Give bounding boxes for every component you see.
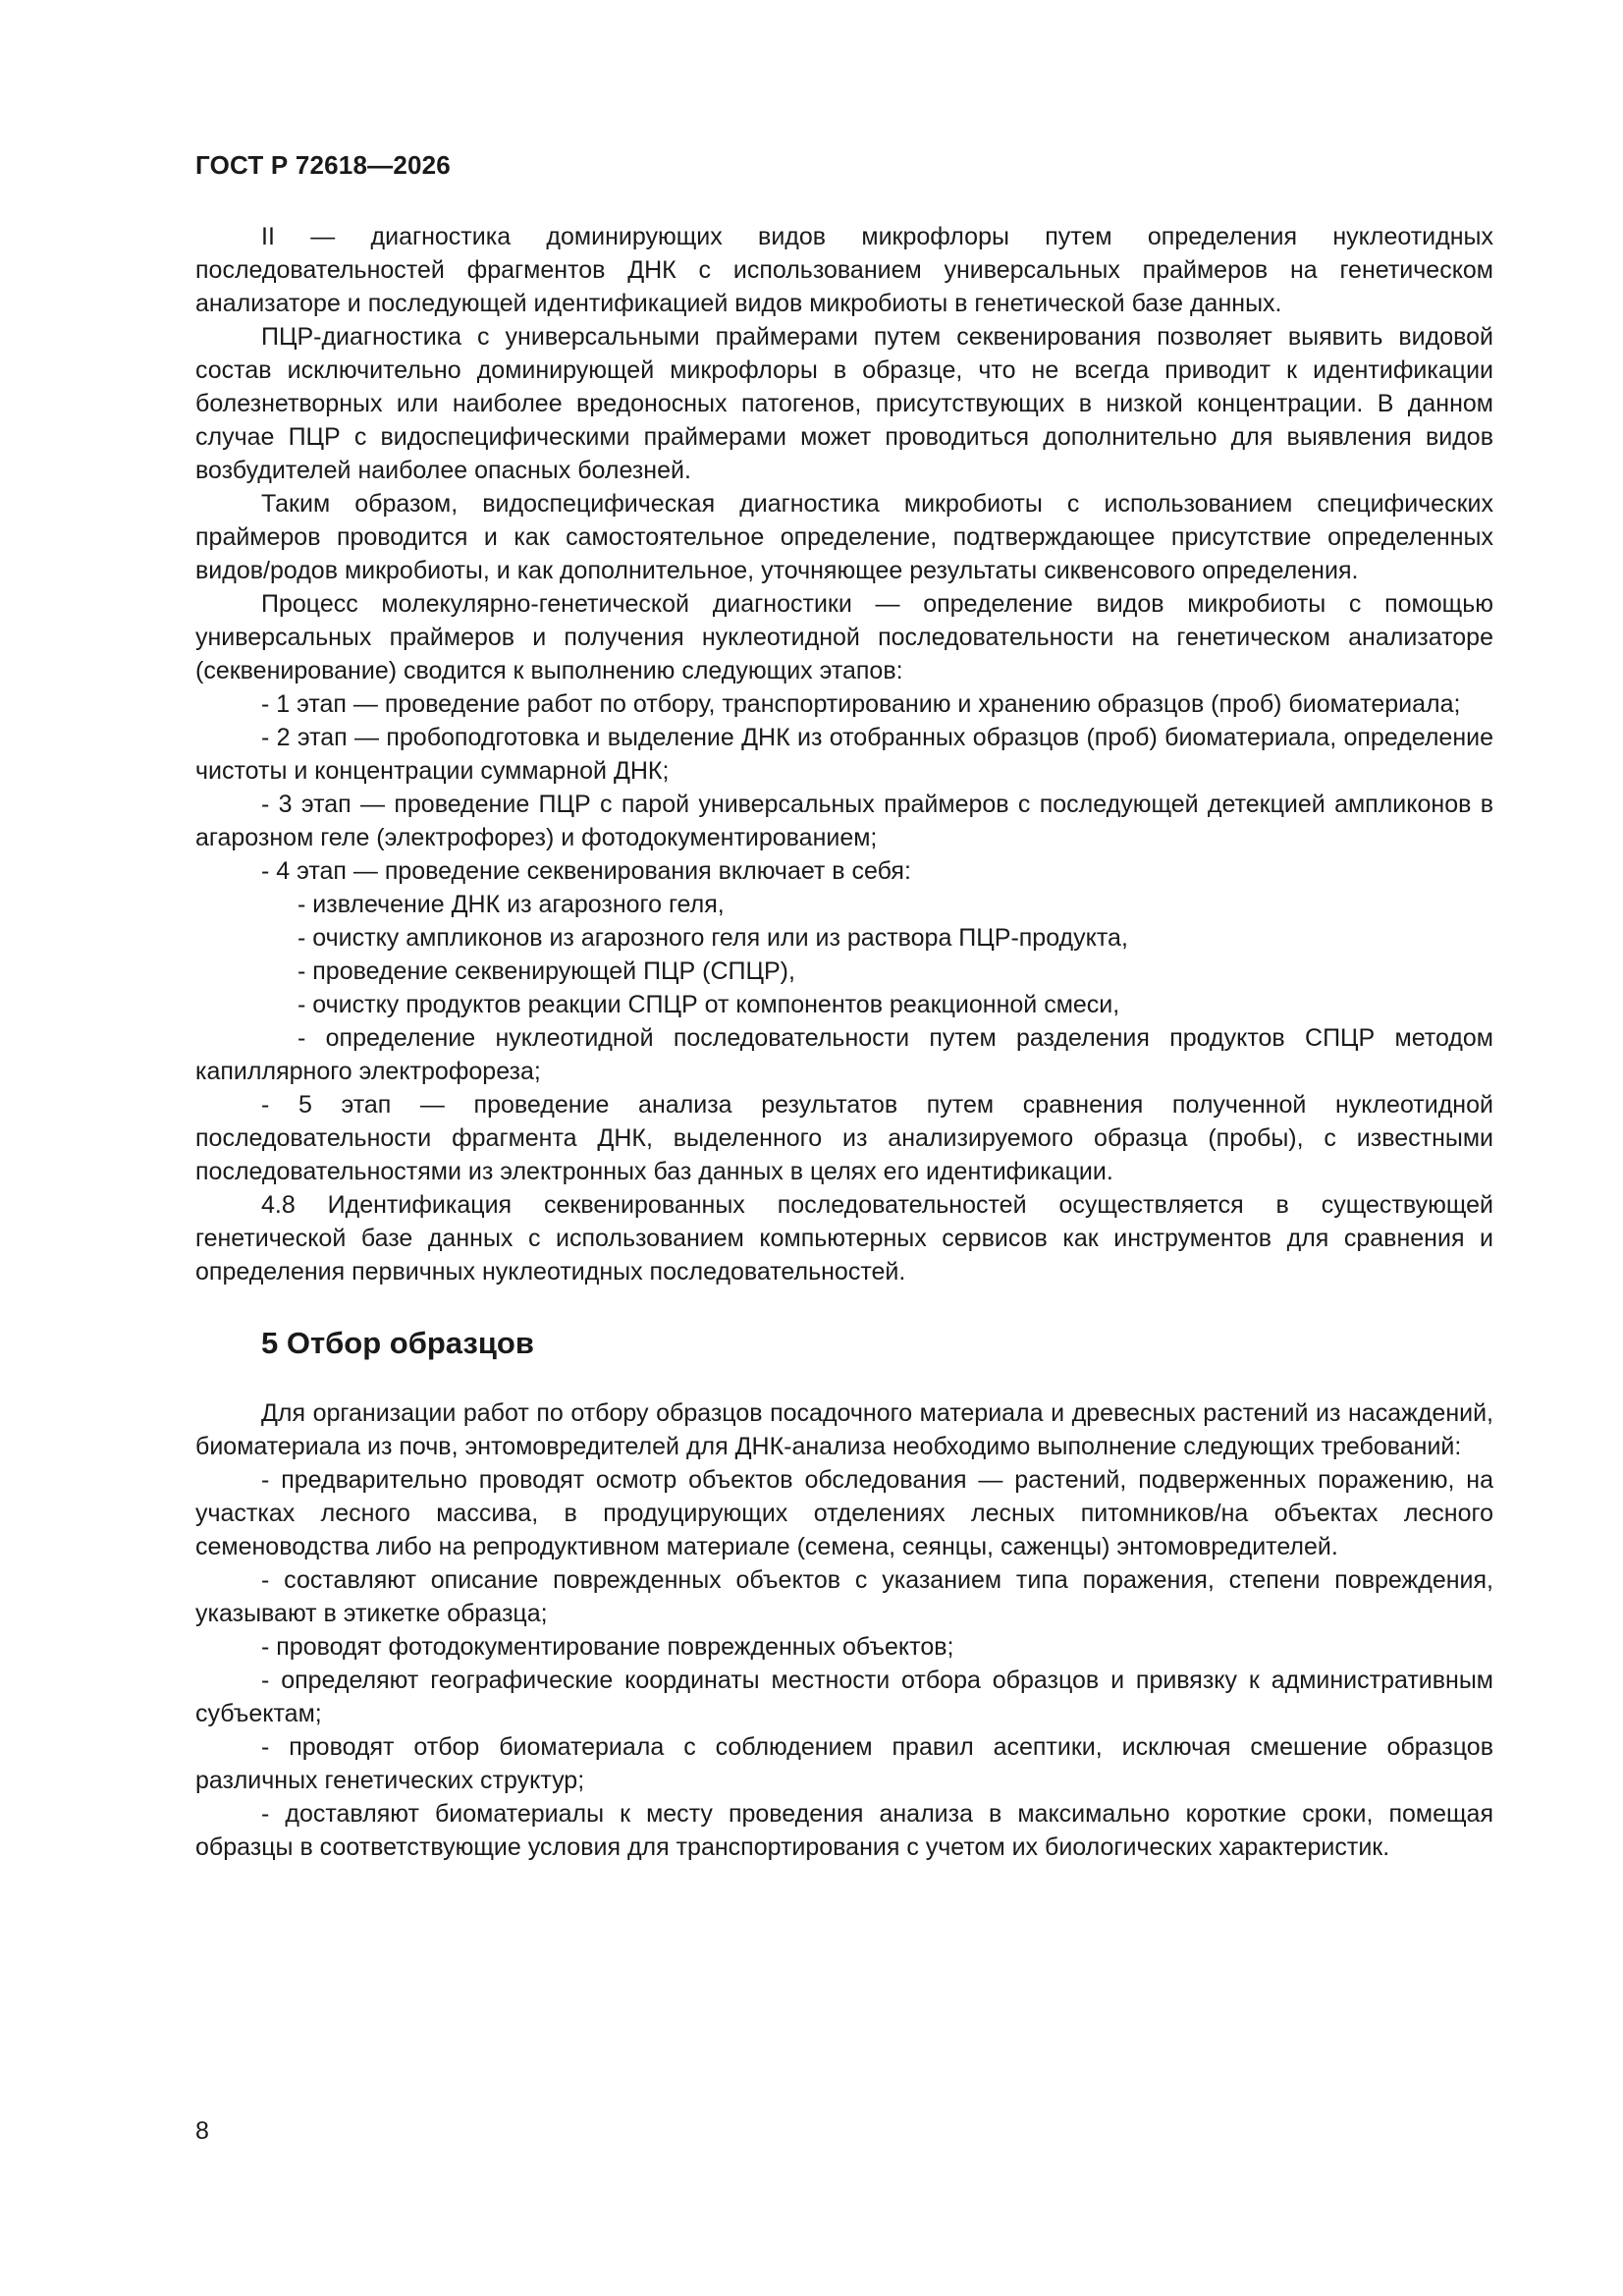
paragraph-process-intro: Процесс молекулярно-генетической диагностики — определение видов микробиоты с помощью универсальных праймеров и получения нуклеотидной последовательности на генетическом анализаторе (секвенирование) сводится к выполнению следующих этапов: <box>195 590 1493 684</box>
requirement-item-6: - доставляют биоматериалы к месту проведения анализа в максимально короткие сроки, помещая образцы в соответствующие условия для транспортирования с учетом их биологических характеристик. <box>195 1800 1493 1861</box>
section-heading-5: 5 Отбор образцов <box>261 1326 534 1360</box>
sublist-item-3: - проведение секвенирующей ПЦР (СПЦР), <box>298 957 795 985</box>
list-item-stage-2: - 2 этап — пробоподготовка и выделение ДНК из отобранных образцов (проб) биоматериала, определение чистоты и концентрации суммарной ДНК; <box>195 724 1493 785</box>
list-item-stage-5: - 5 этап — проведение анализа результатов путем сравнения полученной нуклеотидной последовательности фрагмента ДНК, выделенного из анализируемого образца (пробы), с известными последовательностями из электронных баз данных в целях его идентификации. <box>195 1091 1493 1185</box>
sublist-item-4: - очистку продуктов реакции СПЦР от компонентов реакционной смеси, <box>298 991 1120 1018</box>
requirement-item-2: - составляют описание поврежденных объектов с указанием типа поражения, степени повреждения, указывают в этикетке образца; <box>195 1566 1493 1627</box>
document-code-header: ГОСТ Р 72618—2026 <box>195 150 451 180</box>
paragraph-diagnostics-ii: II — диагностика доминирующих видов микрофлоры путем определения нуклеотидных последовательностей фрагментов ДНК с использованием универсальных праймеров на генетическом анализаторе и последующей идентификацией видов микробиоты в генетической базе данных. <box>195 223 1493 317</box>
list-item-stage-4: - 4 этап — проведение секвенирования включает в себя: <box>261 857 911 885</box>
requirement-item-4: - определяют географические координаты местности отбора образцов и привязку к административным субъектам; <box>195 1667 1493 1727</box>
requirement-item-1: - предварительно проводят осмотр объектов обследования — растений, подверженных поражению, на участках лесного массива, в продуцирующих отделениях лесных питомников/на объектах лесного семеноводства либо на репродуктивном материале (семена, сеянцы, саженцы) энтомовредителей. <box>195 1466 1493 1560</box>
paragraph-pcr-universal: ПЦР-диагностика с универсальными праймерами путем секвенирования позволяет выявить видовой состав исключительно доминирующей микрофлоры в образце, что не всегда приводит к идентификации болезнетворных или наиболее вредоносных патогенов, присутствующих в низкой концентрации. В данном случае ПЦР с видоспецифическими праймерами может проводиться дополнительно для выявления видов возбудителей наиболее опасных болезней. <box>195 323 1493 484</box>
section5-intro: Для организации работ по отбору образцов посадочного материала и древесных растений из насаждений, биоматериала из почв, энтомовредителей для ДНК-анализа необходимо выполнение следующих требований: <box>195 1399 1493 1460</box>
document-body <box>195 220 1493 1864</box>
sublist-item-2: - очистку ампликонов из агарозного геля или из раствора ПЦР-продукта, <box>298 924 1128 952</box>
paragraph-4-8: 4.8 Идентификация секвенированных последовательностей осуществляется в существующей генетической базе данных с использованием компьютерных сервисов как инструментов для сравнения и определения первичных нуклеотидных последовательностей. <box>195 1191 1493 1285</box>
sublist-item-5: - определение нуклеотидной последовательности путем разделения продуктов СПЦР методом капиллярного электрофореза; <box>195 1024 1493 1085</box>
list-item-stage-3: - 3 этап — проведение ПЦР с парой универсальных праймеров с последующей детекцией ампликонов в агарозном геле (электрофорез) и фотодокументированием; <box>195 791 1493 851</box>
sublist-item-1: - извлечение ДНК из агарозного геля, <box>298 891 725 918</box>
requirement-item-3: - проводят фотодокументирование поврежденных объектов; <box>261 1633 954 1661</box>
list-item-stage-1: - 1 этап — проведение работ по отбору, транспортированию и хранению образцов (проб) биоматериала; <box>261 690 1461 718</box>
page-number: 8 <box>195 2117 209 2145</box>
requirement-item-5: - проводят отбор биоматериала с соблюдением правил асептики, исключая смешение образцов различных генетических структур; <box>195 1733 1493 1794</box>
paragraph-species-specific: Таким образом, видоспецифическая диагностика микробиоты с использованием специфических праймеров проводится и как самостоятельное определение, подтверждающее присутствие определенных видов/родов микробиоты, и как дополнительное, уточняющее результаты сиквенсового определения. <box>195 490 1493 584</box>
